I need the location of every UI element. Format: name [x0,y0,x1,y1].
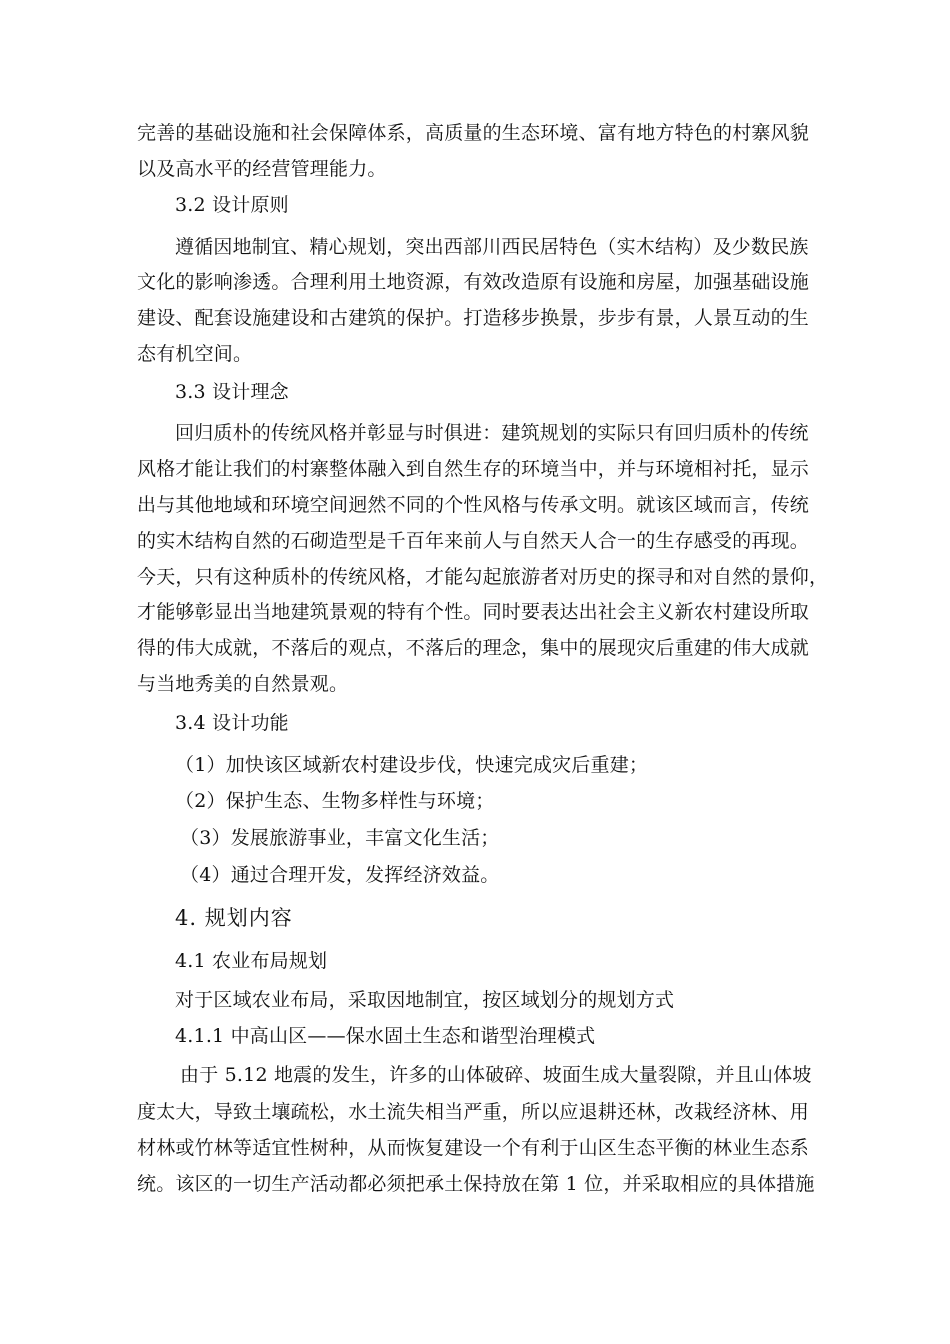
paragraph-line: 度太大，导致土壤疏松，水土流失相当严重，所以应退耕还林，改栽经济林、用 [137,1101,810,1123]
paragraph-line: 态有机空间。 [137,343,253,365]
list-item: （1）加快该区域新农村建设步伐，快速完成灾后重建； [175,754,649,776]
paragraph-line: 回归质朴的传统风格并彰显与时俱进：建筑规划的实际只有回归质朴的传统 [175,422,809,444]
paragraph-line: 由于 5.12 地震的发生，许多的山体破碎、坡面生成大量裂隙，并且山体坡 [180,1064,812,1086]
paragraph-line: 遵循因地制宜、精心规划，突出西部川西民居特色（实木结构）及少数民族 [175,236,809,258]
paragraph-line: 出与其他地域和环境空间迥然不同的个性风格与传承文明。就该区域而言，传统 [137,494,810,516]
paragraph-line: 统。该区的一切生产活动都必须把承土保持放在第 1 位，并采取相应的具体措施 [137,1173,815,1195]
section-heading-4-1: 4.1 农业布局规划 [175,950,328,972]
section-heading-4: 4. 规划内容 [175,906,293,930]
paragraph-line: 建设、配套设施建设和古建筑的保护。打造移步换景，步步有景，人景互动的生 [137,307,810,329]
section-heading-3-4: 3.4 设计功能 [175,712,289,734]
paragraph-line: 得的伟大成就，不落后的观点，不落后的理念，集中的展现灾后重建的伟大成就 [137,637,810,659]
paragraph-line: 的实木结构自然的石砌造型是千百年来前人与自然天人合一的生存感受的再现。 [137,530,810,552]
paragraph-line: 文化的影响渗透。合理利用土地资源，有效改造原有设施和房屋，加强基础设施 [137,271,810,293]
paragraph-line: 以及高水平的经营管理能力。 [137,158,387,180]
paragraph-line: 完善的基础设施和社会保障体系，高质量的生态环境、富有地方特色的村寨风貌 [137,122,810,144]
list-item: （3）发展旅游事业，丰富文化生活； [180,827,500,849]
paragraph-line: 风格才能让我们的村寨整体融入到自然生存的环境当中，并与环境相衬托，显示 [137,458,810,480]
list-item: （4）通过合理开发，发挥经济效益。 [180,864,500,886]
list-item: （2）保护生态、生物多样性与环境； [175,790,495,812]
paragraph-line: 今天，只有这种质朴的传统风格，才能勾起旅游者对历史的探寻和对自然的景仰， [137,566,829,588]
section-heading-4-1-1: 4.1.1 中高山区——保水固土生态和谐型治理模式 [175,1025,596,1047]
paragraph-line: 材林或竹林等适宜性树种，从而恢复建设一个有利于山区生态平衡的林业生态系 [137,1137,810,1159]
section-heading-3-3: 3.3 设计理念 [175,381,289,403]
paragraph-line: 对于区域农业布局，采取因地制宜，按区域划分的规划方式 [175,989,675,1011]
paragraph-line: 才能够彰显出当地建筑景观的特有个性。同时要表达出社会主义新农村建设所取 [137,601,810,623]
section-heading-3-2: 3.2 设计原则 [175,194,289,216]
paragraph-line: 与当地秀美的自然景观。 [137,673,349,695]
